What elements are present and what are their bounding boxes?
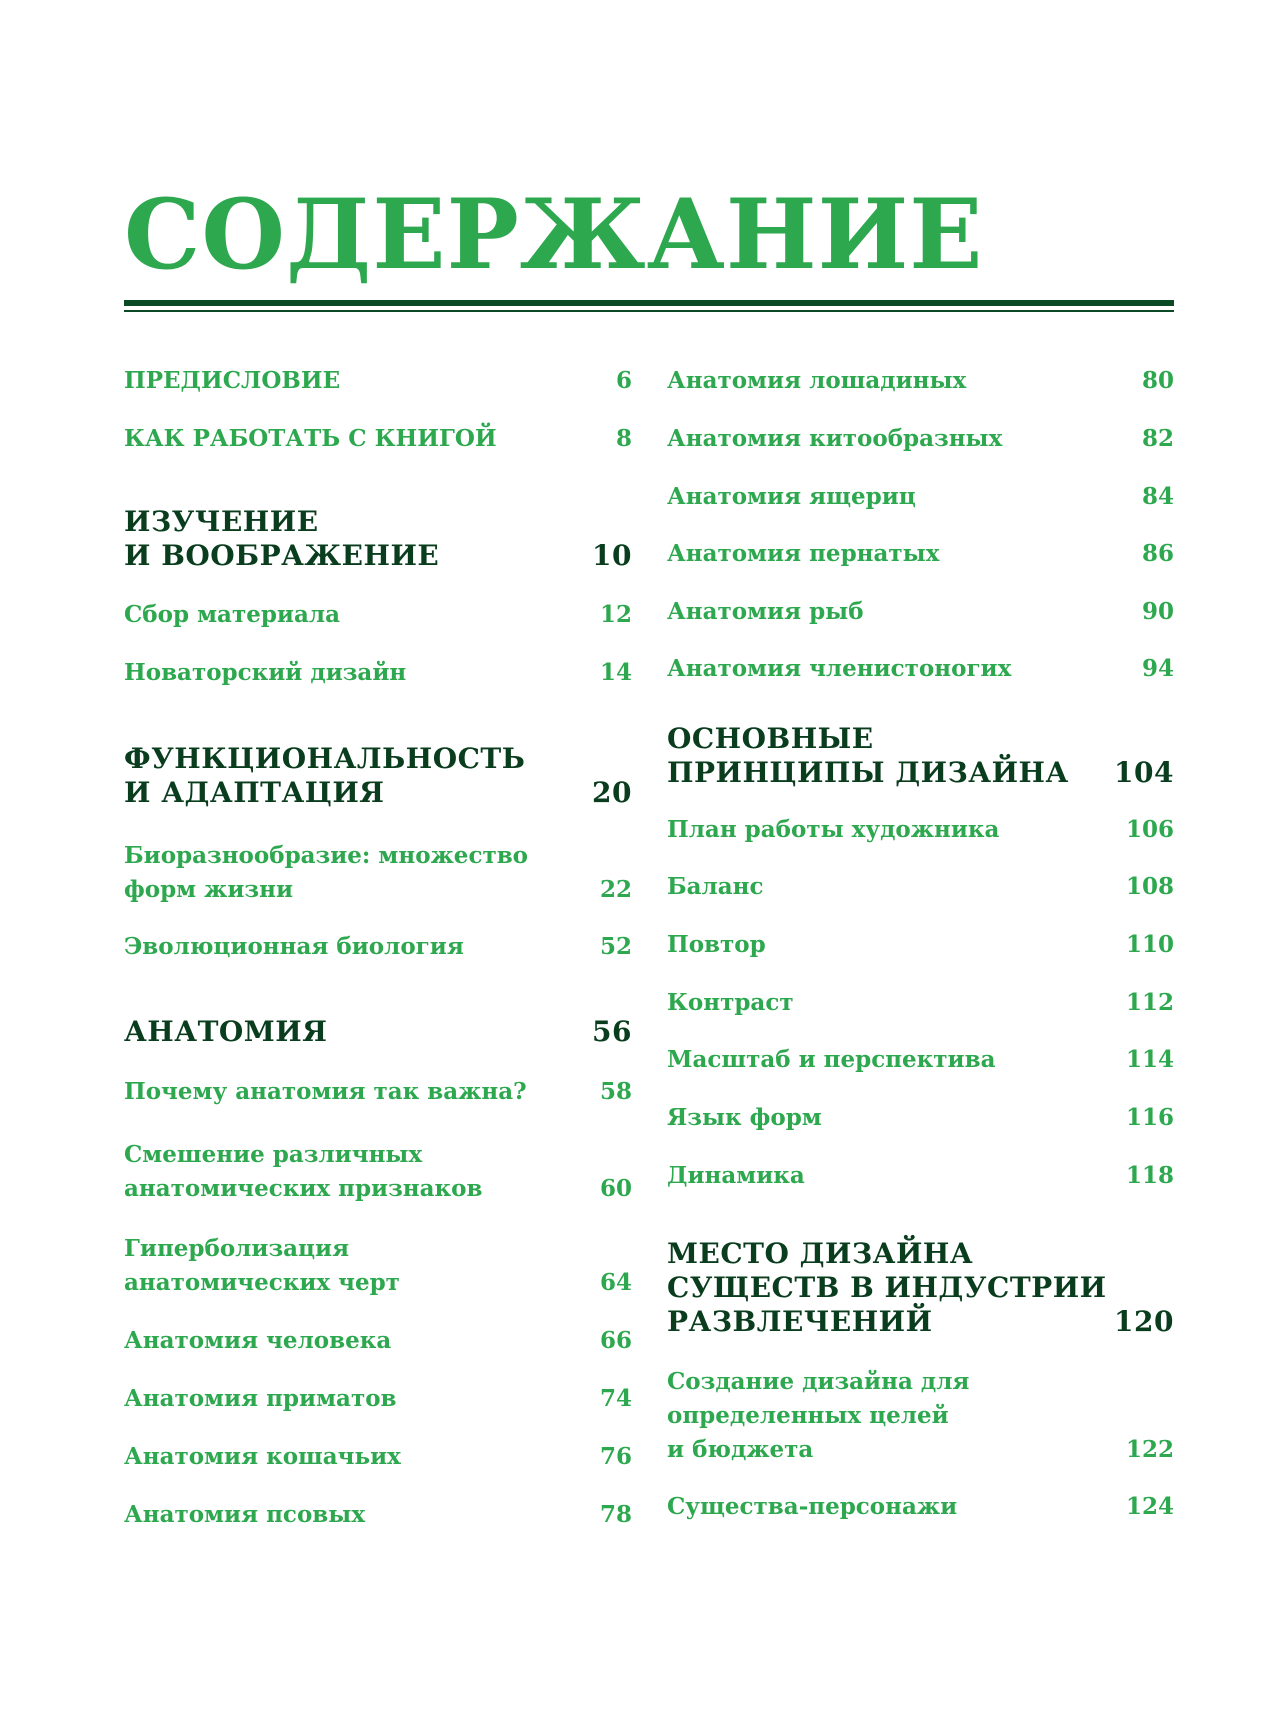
toc-entry [667, 364, 1174, 398]
toc-entry [124, 364, 632, 398]
toc-entry [667, 595, 1174, 629]
page-title: СОДЕРЖАНИЕ [124, 178, 984, 291]
toc-entry [667, 480, 1174, 514]
toc-entry-page-number: 12 [599, 601, 632, 628]
toc-entry-label: Баланс [667, 873, 764, 900]
toc-entry [124, 1498, 632, 1532]
toc-entry-label: Анатомия лошадиных [667, 367, 967, 394]
toc-entry [667, 537, 1174, 571]
toc-entry-label: Анатомия псовых [124, 1501, 366, 1528]
toc-entry-page-number: 84 [1141, 483, 1174, 510]
title-rule-thin [124, 310, 1174, 312]
toc-entry-label: Контраст [667, 989, 794, 1016]
toc-entry-label: Анатомия ящериц [667, 483, 916, 510]
toc-entry-label: ОСНОВНЫЕ ПРИНЦИПЫ ДИЗАЙНА [667, 722, 1069, 789]
toc-section-heading [667, 722, 1174, 790]
toc-entry [667, 1043, 1174, 1077]
toc-entry [667, 1101, 1174, 1135]
toc-entry-label: ИЗУЧЕНИЕ И ВООБРАЖЕНИЕ [124, 505, 440, 572]
toc-section-heading [124, 742, 632, 810]
toc-entry-label: Анатомия пернатых [667, 540, 940, 567]
toc-entry-page-number: 108 [1125, 873, 1174, 900]
toc-entry-page-number: 6 [615, 367, 632, 394]
toc-entry [667, 1159, 1174, 1193]
toc-entry-page-number: 82 [1141, 425, 1174, 452]
toc-entry-page-number: 52 [599, 933, 632, 960]
toc-entry-label: КАК РАБОТАТЬ С КНИГОЙ [124, 425, 497, 452]
toc-entry [124, 1382, 632, 1416]
toc-entry-page-number: 106 [1125, 816, 1174, 843]
toc-entry-label: Эволюционная биология [124, 933, 464, 960]
toc-entry-page-number: 78 [599, 1501, 632, 1528]
toc-entry-page-number: 122 [1125, 1436, 1174, 1463]
toc-entry-page-number: 114 [1125, 1046, 1174, 1073]
toc-entry-label: Новаторский дизайн [124, 659, 407, 686]
toc-entry-page-number: 56 [592, 1015, 632, 1048]
toc-entry-page-number: 110 [1125, 931, 1174, 958]
toc-entry-page-number: 20 [592, 776, 632, 809]
toc-entry-label: Сбор материала [124, 601, 341, 628]
toc-entry-page-number: 60 [599, 1175, 632, 1202]
toc-entry [124, 1324, 632, 1358]
toc-entry-label: Почему анатомия так важна? [124, 1078, 527, 1105]
toc-entry-page-number: 104 [1114, 756, 1174, 789]
toc-entry-page-number: 90 [1141, 598, 1174, 625]
toc-entry-label: Динамика [667, 1162, 805, 1189]
toc-entry-label: Анатомия кошачьих [124, 1443, 401, 1470]
toc-entry-page-number: 120 [1114, 1305, 1174, 1338]
toc-entry [667, 870, 1174, 904]
toc-entry-label: План работы художника [667, 816, 1000, 843]
toc-entry-label: ФУНКЦИОНАЛЬНОСТЬ И АДАПТАЦИЯ [124, 742, 526, 809]
toc-entry-label: Язык форм [667, 1104, 822, 1131]
toc-entry-label: Существа-персонажи [667, 1493, 958, 1520]
toc-section-heading [124, 505, 632, 573]
toc-entry-page-number: 86 [1141, 540, 1174, 567]
toc-entry-label: МЕСТО ДИЗАЙНА СУЩЕСТВ В ИНДУСТРИИ РАЗВЛЕЧЕНИЙ [667, 1237, 1107, 1338]
toc-entry [667, 813, 1174, 847]
toc-entry [124, 1075, 632, 1109]
toc-entry [124, 598, 632, 632]
toc-entry-page-number: 74 [599, 1385, 632, 1412]
toc-section-heading [667, 1237, 1174, 1339]
toc-entry-label: Анатомия рыб [667, 598, 864, 625]
toc-entry-label: Анатомия приматов [124, 1385, 397, 1412]
toc-entry-page-number: 14 [599, 659, 632, 686]
toc-entry-page-number: 124 [1125, 1493, 1174, 1520]
toc-entry [667, 1365, 1174, 1467]
toc-entry-label: Биоразнообразие: множество форм жизни [124, 842, 529, 903]
toc-entry-page-number: 66 [599, 1327, 632, 1354]
toc-entry-page-number: 64 [599, 1269, 632, 1296]
toc-entry [667, 652, 1174, 686]
toc-entry [124, 1138, 632, 1206]
toc-entry-label: Создание дизайна для определенных целей и бюджета [667, 1368, 970, 1463]
toc-entry-label: ПРЕДИСЛОВИЕ [124, 367, 341, 394]
toc-entry-label: Анатомия человека [124, 1327, 392, 1354]
toc-entry-label: Гиперболизация анатомических черт [124, 1235, 400, 1296]
toc-entry-label: Повтор [667, 931, 766, 958]
toc-entry [124, 1440, 632, 1474]
toc-entry [124, 422, 632, 456]
toc-entry-page-number: 76 [599, 1443, 632, 1470]
toc-entry [124, 930, 632, 964]
toc-entry-page-number: 80 [1141, 367, 1174, 394]
toc-entry [667, 986, 1174, 1020]
toc-entry-page-number: 8 [615, 425, 632, 452]
toc-entry-label: Смешение различных анатомических признаков [124, 1141, 483, 1202]
toc-entry-page-number: 118 [1125, 1162, 1174, 1189]
toc-section-heading [124, 1015, 632, 1049]
toc-entry [124, 656, 632, 690]
toc-entry-label: Масштаб и перспектива [667, 1046, 996, 1073]
toc-entry-page-number: 116 [1125, 1104, 1174, 1131]
toc-entry-page-number: 94 [1141, 655, 1174, 682]
toc-entry [667, 928, 1174, 962]
toc-entry-label: АНАТОМИЯ [124, 1015, 328, 1048]
toc-entry-page-number: 22 [599, 876, 632, 903]
toc-entry-page-number: 58 [599, 1078, 632, 1105]
toc-entry [667, 422, 1174, 456]
toc-entry-label: Анатомия членистоногих [667, 655, 1012, 682]
toc-entry-label: Анатомия китообразных [667, 425, 1003, 452]
toc-entry [667, 1490, 1174, 1524]
title-rule-thick [124, 300, 1174, 306]
toc-entry-page-number: 10 [592, 539, 632, 572]
toc-entry [124, 1232, 632, 1300]
toc-entry-page-number: 112 [1125, 989, 1174, 1016]
toc-entry [124, 839, 632, 907]
